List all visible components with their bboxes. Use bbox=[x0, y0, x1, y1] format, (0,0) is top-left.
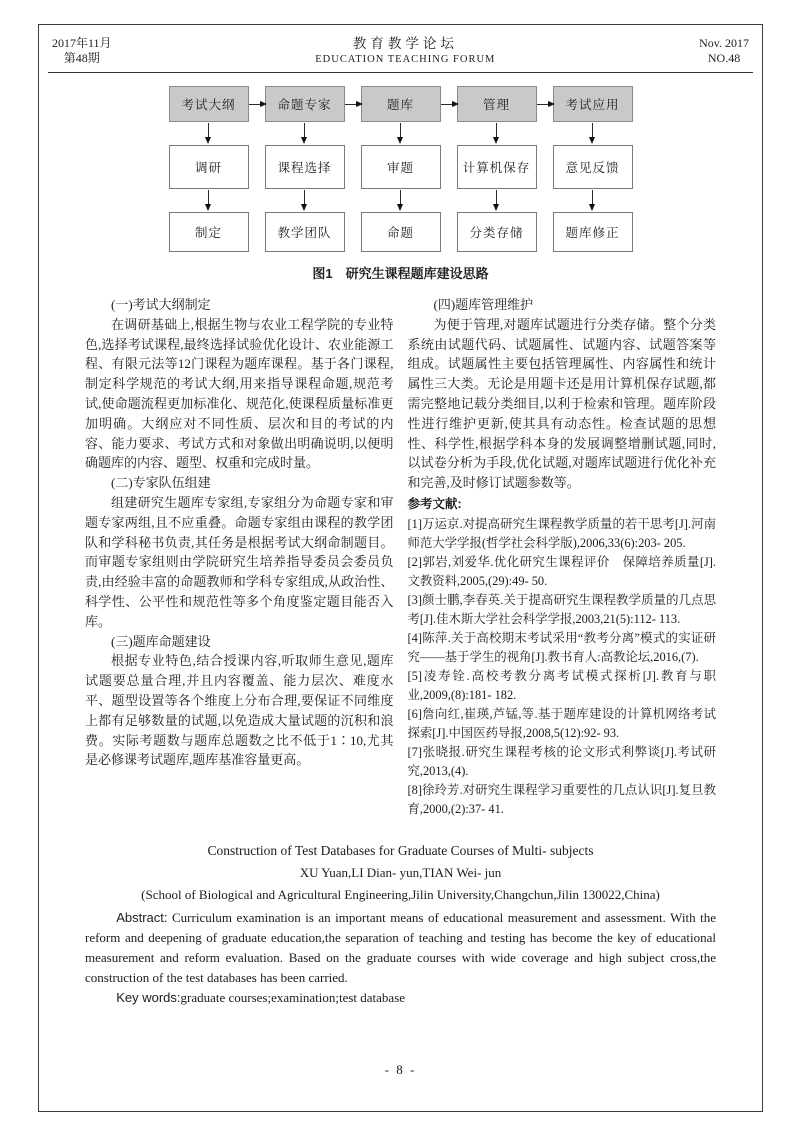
references-title: 参考文献: bbox=[407, 496, 462, 511]
section-heading: (二)专家队伍组建 bbox=[111, 475, 211, 491]
flow-box: 管理 bbox=[457, 86, 537, 122]
flow-box: 考试大纲 bbox=[169, 86, 249, 122]
header-date-en: Nov. 2017 bbox=[699, 36, 749, 50]
flow-box: 意见反馈 bbox=[553, 145, 633, 189]
flow-box: 调研 bbox=[169, 145, 249, 189]
flow-arrow-row bbox=[169, 190, 633, 211]
english-abstract-section bbox=[85, 841, 716, 1008]
english-keywords bbox=[85, 988, 716, 1008]
flow-box: 命题 bbox=[361, 212, 441, 252]
journal-title-en: EDUCATION TEACHING FORUM bbox=[315, 54, 496, 65]
journal-title-cn: 教育教学论坛 bbox=[352, 36, 458, 51]
down-arrow-icon bbox=[496, 190, 497, 205]
down-arrow-icon bbox=[496, 123, 497, 138]
section-paragraph: 在调研基础上,根据生物与农业工程学院的专业特色,选择考试课程,最终选择试验优化设计、农业能源工程、有限元法等12门课程为题库课程。基于各门课程,制定科学规范的考试大纲,用来指导课程命题,规范考试,使命题流程更加标准化、规范化,使课程质量标准更加明确。大纲应对不同性质、层次和目的考试的内容、能力要求、考试方式和对象做出明确说明,以便明确题库的内容、题型、权重和完成时量。 bbox=[85, 316, 394, 471]
right-arrow-icon bbox=[249, 104, 265, 105]
right-arrow-icon bbox=[441, 104, 457, 105]
english-abstract bbox=[85, 908, 716, 988]
down-arrow-icon bbox=[592, 190, 593, 205]
flow-box: 教学团队 bbox=[265, 212, 345, 252]
section-heading: (一)考试大纲制定 bbox=[111, 297, 211, 312]
reference-item: [3]颜士鹏,李春英.关于提高研究生课程教学质量的几点思考[J].佳木斯大学社会科学学报,2003,21(5):112- 113. bbox=[407, 592, 716, 626]
reference-item: [7]张晓报.研究生课程考核的论文形式利弊谈[J].考试研究,2013,(4). bbox=[407, 744, 716, 778]
keywords-label: Key words: bbox=[116, 989, 181, 1005]
page-content bbox=[38, 24, 763, 1112]
right-column bbox=[408, 295, 717, 819]
article-body bbox=[85, 295, 716, 819]
flow-box: 制定 bbox=[169, 212, 249, 252]
flow-box: 计算机保存 bbox=[457, 145, 537, 189]
reference-item: [8]徐玲芳.对研究生课程学习重要性的几点认识[J].复旦教育,2000,(2):37- 41. bbox=[407, 782, 716, 816]
down-arrow-icon bbox=[304, 190, 305, 205]
page-number: - 8 - bbox=[384, 1062, 417, 1077]
flow-box: 考试应用 bbox=[553, 86, 633, 122]
abstract-text: Curriculum examination is an important means of educational measurement and assessment. With the reform and deepening of graduate education,the separation of teaching and testing has become the key of educational measurement and reform evaluation. Based on the graduate courses with wide coverage and high subject cross,the construction of the test databases has been carried. bbox=[85, 909, 716, 985]
flow-row-bottom bbox=[169, 212, 633, 252]
flow-box: 题库 bbox=[361, 86, 441, 122]
flow-row-top bbox=[169, 86, 633, 122]
section-paragraph: 组建研究生题库专家组,专家组分为命题专家和审题专家两组,且不应重叠。命题专家组由课程的教学团队和学科秘书负责,其任务是根据考试大纲命制题目。而审题专家组则由学院研究生培养指导委员会委员负责,由经验丰富的命题教师和学科专家组成,从政治性、科学性、公平性和规范性等多个角度鉴定题目能否入库。 bbox=[85, 494, 394, 629]
header-issue-en: NO.48 bbox=[707, 51, 741, 65]
down-arrow-icon bbox=[304, 123, 305, 138]
flow-box: 课程选择 bbox=[265, 145, 345, 189]
header-date-cn: 2017年11月 bbox=[52, 36, 112, 50]
section-paragraph: 根据专业特色,结合授课内容,听取师生意见,题库试题要总量合理,并且内容覆盖、能力层次、难度水平、题型设置等各个维度上分布合理,要保证不同维度上都有足够数量的试题,以免造成大量试题的沉积和浪费。实际考题数与题库总题数之比不低于1∶10,尤其是必修课考试题库,题库基准容量更高。 bbox=[85, 653, 394, 768]
section-paragraph: 为便于管理,对题库试题进行分类存储。整个分类系统由试题代码、试题属性、试题内容、试题答案等组成。试题属性主要包括管理属性、内容属性和统计属性三大类。无论是用题卡还是用计算机保存试题,都需完整地记载分类细目,以利于检索和管理。题库阶段性进行维护更新,使其具有动态性。检查试题的思想性、科学性,根据学科本身的发展调整增删试题,同时,以试卷分析为手段,优化试题,对题库试题进行优化补充和完善,及时修订试题参数等。 bbox=[407, 316, 716, 491]
left-column bbox=[85, 295, 394, 819]
flow-box: 分类存储 bbox=[457, 212, 537, 252]
down-arrow-icon bbox=[400, 190, 401, 205]
header-center bbox=[315, 36, 495, 67]
section-heading: (四)题库管理维护 bbox=[433, 297, 534, 312]
header-issue-cn: 第48期 bbox=[63, 51, 100, 65]
down-arrow-icon bbox=[208, 123, 209, 138]
figure1-flowchart bbox=[169, 86, 633, 252]
english-affiliation: (School of Biological and Agricultural Engineering,Jilin University,Changchun,Jilin 130022,China) bbox=[141, 886, 660, 902]
reference-item: [2]郭岩,刘爱华.优化研究生课程评价 保障培养质量[J].文教资料,2005,(29):49- 50. bbox=[407, 554, 716, 588]
abstract-label: Abstract: bbox=[116, 909, 168, 925]
header-divider bbox=[48, 72, 753, 73]
english-authors: XU Yuan,LI Dian- yun,TIAN Wei- jun bbox=[299, 864, 502, 880]
down-arrow-icon bbox=[400, 123, 401, 138]
flow-arrow-row bbox=[169, 123, 633, 144]
reference-item: [6]詹向红,崔瑛,芦锰,等.基于题库建设的计算机网络考试探索[J].中国医药导报,2008,5(12):92- 93. bbox=[407, 706, 716, 740]
reference-item: [5]凌寿铨.高校考教分离考试模式探析[J].教育与职业,2009,(8):181- 182. bbox=[407, 668, 716, 702]
reference-item: [4]陈萍.关于高校期末考试采用“教考分离”模式的实证研究——基于学生的视角[J].教书育人:高教论坛,2016,(7). bbox=[407, 630, 716, 664]
right-arrow-icon bbox=[345, 104, 361, 105]
down-arrow-icon bbox=[208, 190, 209, 205]
section-heading: (三)题库命题建设 bbox=[111, 633, 211, 649]
flow-box: 审题 bbox=[361, 145, 441, 189]
header-left bbox=[52, 36, 112, 66]
flow-box: 题库修正 bbox=[553, 212, 633, 252]
reference-item: [1]万运京.对提高研究生课程教学质量的若干思考[J].河南师范大学学报(哲学社会科学版),2006,33(6):203- 205. bbox=[407, 516, 716, 550]
right-arrow-icon bbox=[537, 104, 553, 105]
flow-row-mid bbox=[169, 145, 633, 189]
down-arrow-icon bbox=[592, 123, 593, 138]
english-title: Construction of Test Databases for Graduate Courses of Multi- subjects bbox=[207, 842, 594, 858]
figure1-caption: 图1 研究生课程题库建设思路 bbox=[312, 266, 489, 281]
header-right bbox=[699, 36, 749, 66]
journal-header bbox=[46, 34, 755, 67]
keywords-text: graduate courses;examination;test database bbox=[180, 989, 406, 1005]
flow-box: 命题专家 bbox=[265, 86, 345, 122]
